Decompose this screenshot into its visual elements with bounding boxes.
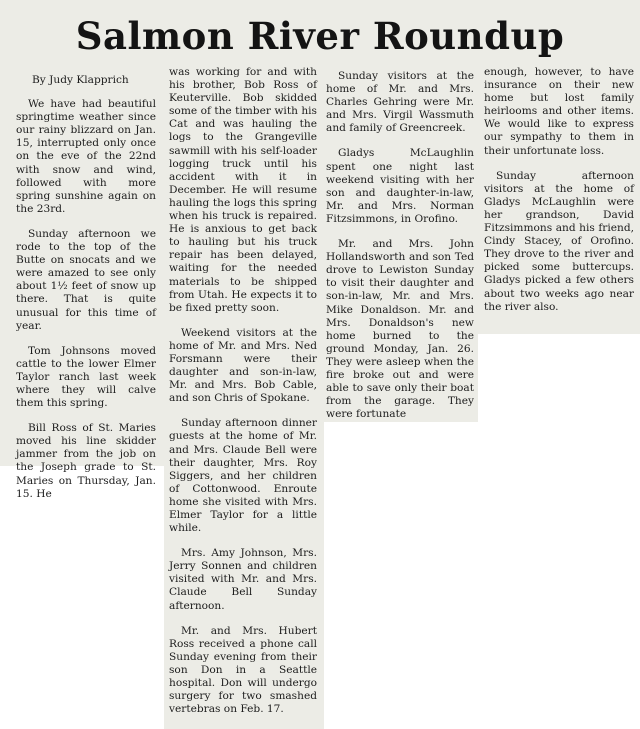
paragraph: Mrs. Amy Johnson, Mrs. Jerry Sonnen and children visited with Mr. and Mrs. Claude Bell Sunday afternoon. <box>169 547 317 612</box>
article-column-1 <box>16 74 156 513</box>
paragraph: Mr. and Mrs. Hubert Ross received a phone call Sunday evening from their son Don in a Seattle hospital. Don will undergo surgery for two smashed vertebras on Feb. 17. <box>169 624 317 716</box>
paragraph: Weekend visitors at the home of Mr. and Mrs. Ned Forsmann were their daughter and son-in-law, Mr. and Mrs. Bob Cable, and son Chris of Spokane. <box>169 326 317 405</box>
paragraph: Bill Ross of St. Maries moved his line skidder jammer from the job on the Joseph grade to St. Maries on Thursday, Jan. 15. He <box>16 422 156 500</box>
paragraph: Tom Johnsons moved cattle to the lower Elmer Taylor ranch last week where they will calve them this spring. <box>16 344 156 410</box>
byline: By Judy Klapprich <box>32 74 129 86</box>
paragraph: Sunday afternoon visitors at the home of Gladys McLaughlin were her grandson, David Fitzsimmons and his friend, Cindy Stacey, of Orofino. They drove to the river and picked some buttercups. Gladys picked a few others about two weeks ago near the river also. <box>484 169 634 313</box>
paragraph: Sunday visitors at the home of Mr. and Mrs. Charles Gehring were Mr. and Mrs. Virgil Wassmuth and family of Greencreek. <box>326 70 474 135</box>
paragraph: Sunday afternoon dinner guests at the home of Mr. and Mrs. Claude Bell were their daughter, Mrs. Roy Siggers, and her children of Cottonwood. Enroute home she visited with Mrs. Elmer Taylor for a little while. <box>169 417 317 535</box>
article-column-2 <box>169 66 317 728</box>
paragraph: Sunday afternoon we rode to the top of the Butte on snocats and we were amazed to see only about 1½ feet of snow up there. That is quite unusual for this time of year. <box>16 227 156 332</box>
article-column-4 <box>484 66 634 326</box>
paragraph: Mr. and Mrs. John Hollandsworth and son Ted drove to Lewiston Sunday to visit their daughter and son-in-law, Mr. and Mrs. Mike Donaldson. Mr. and Mrs. Donaldson's new home burned to the ground Monday, Jan. 26. They were asleep when the fire broke out and were able to save only their boat from the garage. They were fortunate <box>326 238 474 421</box>
article-column-3 <box>326 70 474 433</box>
paragraph: enough, however, to have insurance on their new home but lost family heirlooms and other items. We would like to express our sympathy to them in their unfortunate loss. <box>484 66 634 157</box>
headline: Salmon River Roundup <box>75 14 565 58</box>
paragraph: Gladys McLaughlin spent one night last weekend visiting with her son and daughter-in-law, Mr. and Mrs. Norman Fitzsimmons, in Orofino. <box>326 147 474 225</box>
paragraph: We have had beautiful springtime weather since our rainy blizzard on Jan. 15, interrupted only once on the eve of the 22nd with snow and wind, followed with more spring sunshine again on the 23rd. <box>16 98 156 215</box>
paragraph: was working for and with his brother, Bob Ross of Keuterville. Bob skidded some of the timber with his Cat and was hauling the logs to the Grangeville sawmill with his self-loader logging truck until his accident with it in December. He will resume hauling the logs this spring when his truck is repaired. He is anxious to get back to hauling but his truck repair has been delayed, waiting for the needed materials to be shipped from Utah. He expects it to be fixed pretty soon. <box>169 66 317 314</box>
